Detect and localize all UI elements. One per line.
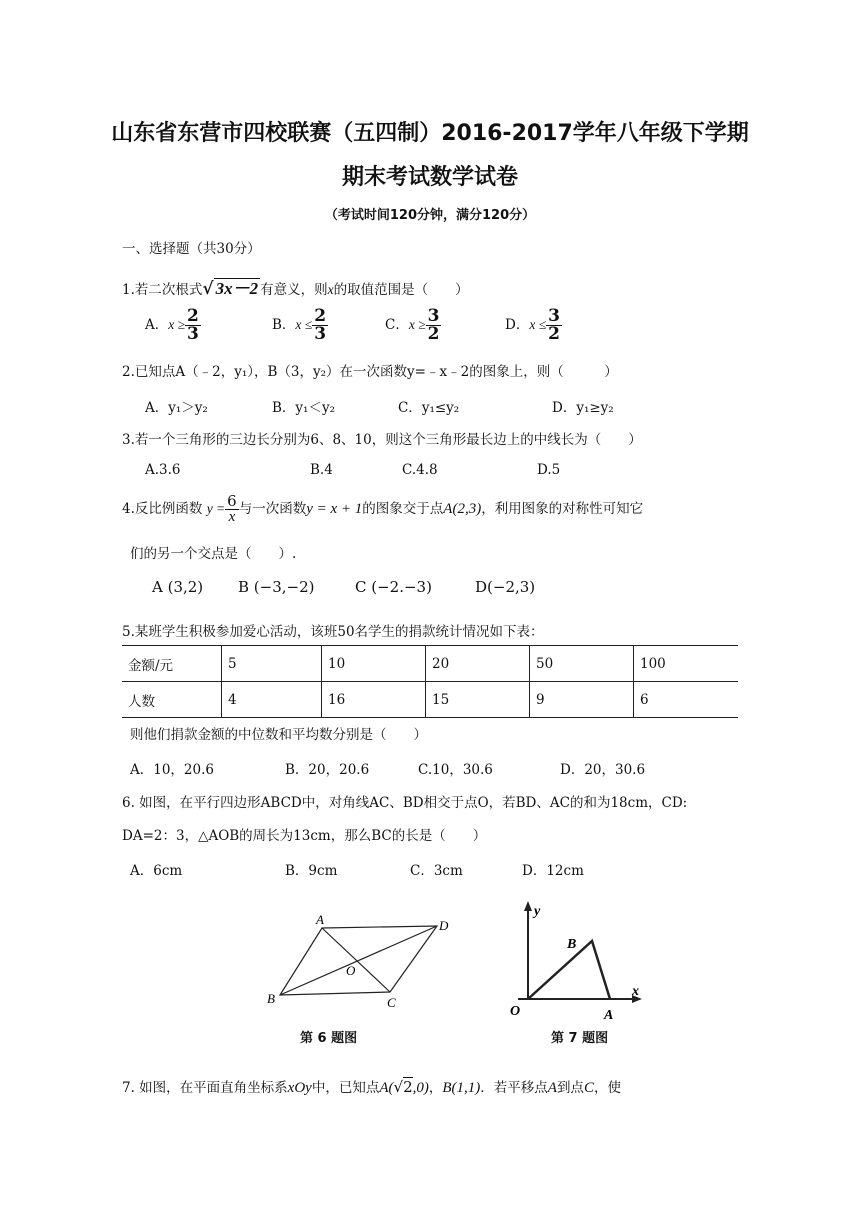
table-cell: 16 — [322, 682, 426, 718]
table-row — [122, 682, 738, 718]
q1-option-rel: x ≤ — [529, 317, 547, 332]
section-heading: 一、选择题（共30分） — [122, 241, 261, 257]
fig6-label-b: B — [267, 991, 275, 1006]
q7-text-mid: 中，已知点 — [311, 1080, 380, 1096]
q1-option-label: B． — [272, 317, 296, 333]
fig7-label-o: O — [510, 1004, 521, 1019]
q7-point-b: B(1,1) — [442, 1080, 481, 1096]
q1-option-label: D． — [505, 317, 530, 333]
q7-point-a-open: A( — [379, 1080, 394, 1096]
q1-option-rel: x ≥ — [408, 317, 426, 332]
q1-radical: √ 3x－2 — [202, 279, 259, 299]
table-cell: 50 — [530, 646, 634, 682]
q3-option-c: C.4.8 — [402, 462, 438, 478]
exam-title-line2: 期末考试数学试卷 — [341, 165, 518, 190]
fig6-label-a: A — [316, 912, 324, 927]
fraction-numerator: 2 — [187, 306, 199, 326]
q4-option-a: A (3,2) — [152, 578, 204, 596]
question-6-stem-line1: 6. 如图，在平行四边形ABCD中，对角线AC、BD相交于点O，若BD、AC的和为18cm，CD: — [122, 795, 688, 811]
q1-text-post2: 的取值范围是（ ） — [333, 282, 469, 298]
q1-option-fraction — [312, 308, 328, 343]
fraction-denominator: 2 — [427, 324, 440, 344]
q1-option-c — [385, 308, 441, 343]
fig6-label-c: C — [387, 995, 396, 1010]
exam-subtitle: （考试时间120分钟，满分120分） — [324, 208, 536, 223]
q1-option-fraction — [426, 308, 442, 343]
q2-option-c: C．y₁≤y₂ — [398, 400, 460, 416]
q1-option-rel: x ≤ — [295, 317, 313, 332]
fraction-denominator: x — [228, 509, 236, 525]
q4-function1-fraction — [225, 494, 239, 525]
q5-option-d: D．20，30.6 — [560, 762, 646, 778]
question-4-stem-line2: 们的另一个交点是（ ）. — [130, 546, 297, 562]
q2-option-a: A．y₁＞y₂ — [145, 400, 208, 416]
q4-text-post: ，利用图象的对称性可知它 — [481, 501, 644, 517]
q4-option-b: B (−3,−2) — [238, 578, 315, 596]
q4-point: A(2,3) — [443, 501, 482, 517]
fraction-denominator: 3 — [187, 324, 199, 344]
figure-7-caption: 第 7 题图 — [551, 1031, 609, 1046]
q1-option-d — [505, 308, 562, 343]
q7-sqrt-radicand: 2 — [403, 1078, 413, 1096]
q1-var: x — [327, 282, 334, 297]
question-3-stem: 3.若一个三角形的三边长分别为6、8、10，则这个三角形最长边上的中线长为（ ） — [122, 432, 642, 448]
fig7-label-b: B — [567, 937, 577, 952]
figure-6-caption: 第 6 题图 — [300, 1031, 358, 1046]
q2-option-d: D．y₁≥y₂ — [552, 400, 614, 416]
question-5-question: 则他们捐款金额的中位数和平均数分别是（ ） — [130, 727, 427, 743]
table-cell: 9 — [530, 682, 634, 718]
q1-text-pre: 1.若二次根式 — [122, 282, 203, 298]
q7-comma: ， — [428, 1080, 443, 1096]
q7-text-post: ．若平移点 — [480, 1080, 548, 1096]
question-4-stem — [122, 494, 643, 525]
fig6-label-d: D — [439, 918, 449, 933]
q4-text-mid: 与一次函数 — [238, 501, 307, 517]
table-cell: 人数 — [122, 682, 222, 718]
q7-text-post3: ，使 — [593, 1080, 621, 1096]
q4-option-d: D(−2,3) — [475, 578, 536, 596]
q1-option-a — [145, 308, 201, 343]
exam-title-line1: 山东省东营市四校联赛（五四制）2016-2017学年八年级下学期 — [111, 121, 749, 146]
fraction-numerator: 2 — [314, 306, 327, 326]
q4-text-mid2: 的图象交于点 — [362, 501, 444, 517]
q3-option-a: A.3.6 — [145, 462, 181, 478]
table-cell: 5 — [222, 646, 322, 682]
fig7-label-a: A — [604, 1008, 614, 1023]
table-cell: 100 — [634, 646, 739, 682]
fig7-label-x: x — [632, 984, 639, 999]
q3-option-d: D.5 — [537, 462, 561, 478]
q7-sqrt: √2 — [393, 1078, 413, 1096]
diagonal-ac — [322, 928, 390, 992]
q6-option-b: B．9cm — [285, 863, 338, 879]
fraction-denominator: 2 — [548, 324, 560, 344]
table-cell: 6 — [634, 682, 739, 718]
q4-function1-lhs: y = — [206, 501, 226, 516]
figure-7-coordinate-plane — [500, 895, 660, 1025]
q1-option-fraction — [546, 308, 562, 343]
q7-point-a-close: ,0) — [412, 1080, 429, 1096]
q7-text-post2: 到点 — [556, 1080, 584, 1096]
question-5-stem: 5.某班学生积极参加爱心活动，该班50名学生的捐款统计情况如下表： — [122, 624, 544, 640]
diagonal-bd — [280, 926, 437, 995]
q1-option-rel: x ≥ — [168, 317, 186, 332]
q4-option-c: C (−2.−3) — [355, 578, 432, 596]
q5-option-b: B．20，20.6 — [285, 762, 370, 778]
question-7-stem — [122, 1076, 621, 1097]
table-cell: 10 — [322, 646, 426, 682]
q1-text-post: 有意义，则 — [260, 282, 328, 298]
question-6-stem-line2: DA=2：3，△AOB的周长为13cm，那么BC的长是（ ） — [122, 828, 487, 844]
q1-option-label: A． — [145, 317, 169, 333]
q6-option-c: C．3cm — [410, 863, 463, 879]
q1-radicand: 3x－2 — [215, 279, 259, 298]
q6-option-d: D．12cm — [522, 863, 584, 879]
q7-coordinate-system: xOy — [287, 1080, 312, 1096]
fraction-numerator: 3 — [548, 306, 560, 326]
q4-function2: y = x + 1 — [306, 501, 363, 517]
question-2-stem: 2.已知点A（﹣2，y₁），B（3，y₂）在一次函数y=﹣x﹣2的图象上，则（ ） — [122, 364, 618, 380]
q5-option-a: A．10，20.6 — [130, 762, 214, 778]
y-axis-arrow-icon — [524, 901, 532, 911]
table-cell: 金额/元 — [122, 646, 222, 682]
table-cell: 20 — [426, 646, 530, 682]
fraction-denominator: 3 — [314, 324, 327, 344]
table-cell: 4 — [222, 682, 322, 718]
q3-option-b: B.4 — [310, 462, 333, 478]
fig6-label-o: O — [346, 963, 356, 978]
figure-6-parallelogram — [255, 910, 460, 1020]
fraction-numerator: 3 — [427, 306, 440, 326]
q7-var-c: C — [583, 1080, 594, 1096]
donation-table — [122, 645, 738, 718]
q7-var-a: A — [547, 1080, 557, 1096]
fig7-label-y: y — [534, 904, 541, 919]
q1-option-fraction — [185, 308, 201, 343]
q5-option-c: C.10，30.6 — [418, 762, 493, 778]
q1-option-b — [272, 308, 328, 343]
fraction-numerator: 6 — [227, 492, 237, 510]
question-1-stem — [122, 274, 469, 299]
q2-option-b: B．y₁＜y₂ — [272, 400, 335, 416]
table-cell: 15 — [426, 682, 530, 718]
q6-option-a: A．6cm — [130, 863, 183, 879]
q7-text-pre: 7. 如图，在平面直角坐标系 — [122, 1080, 288, 1096]
table-row — [122, 646, 738, 682]
q4-text-pre: 4.反比例函数 — [122, 501, 203, 517]
q1-option-label: C． — [385, 317, 409, 333]
